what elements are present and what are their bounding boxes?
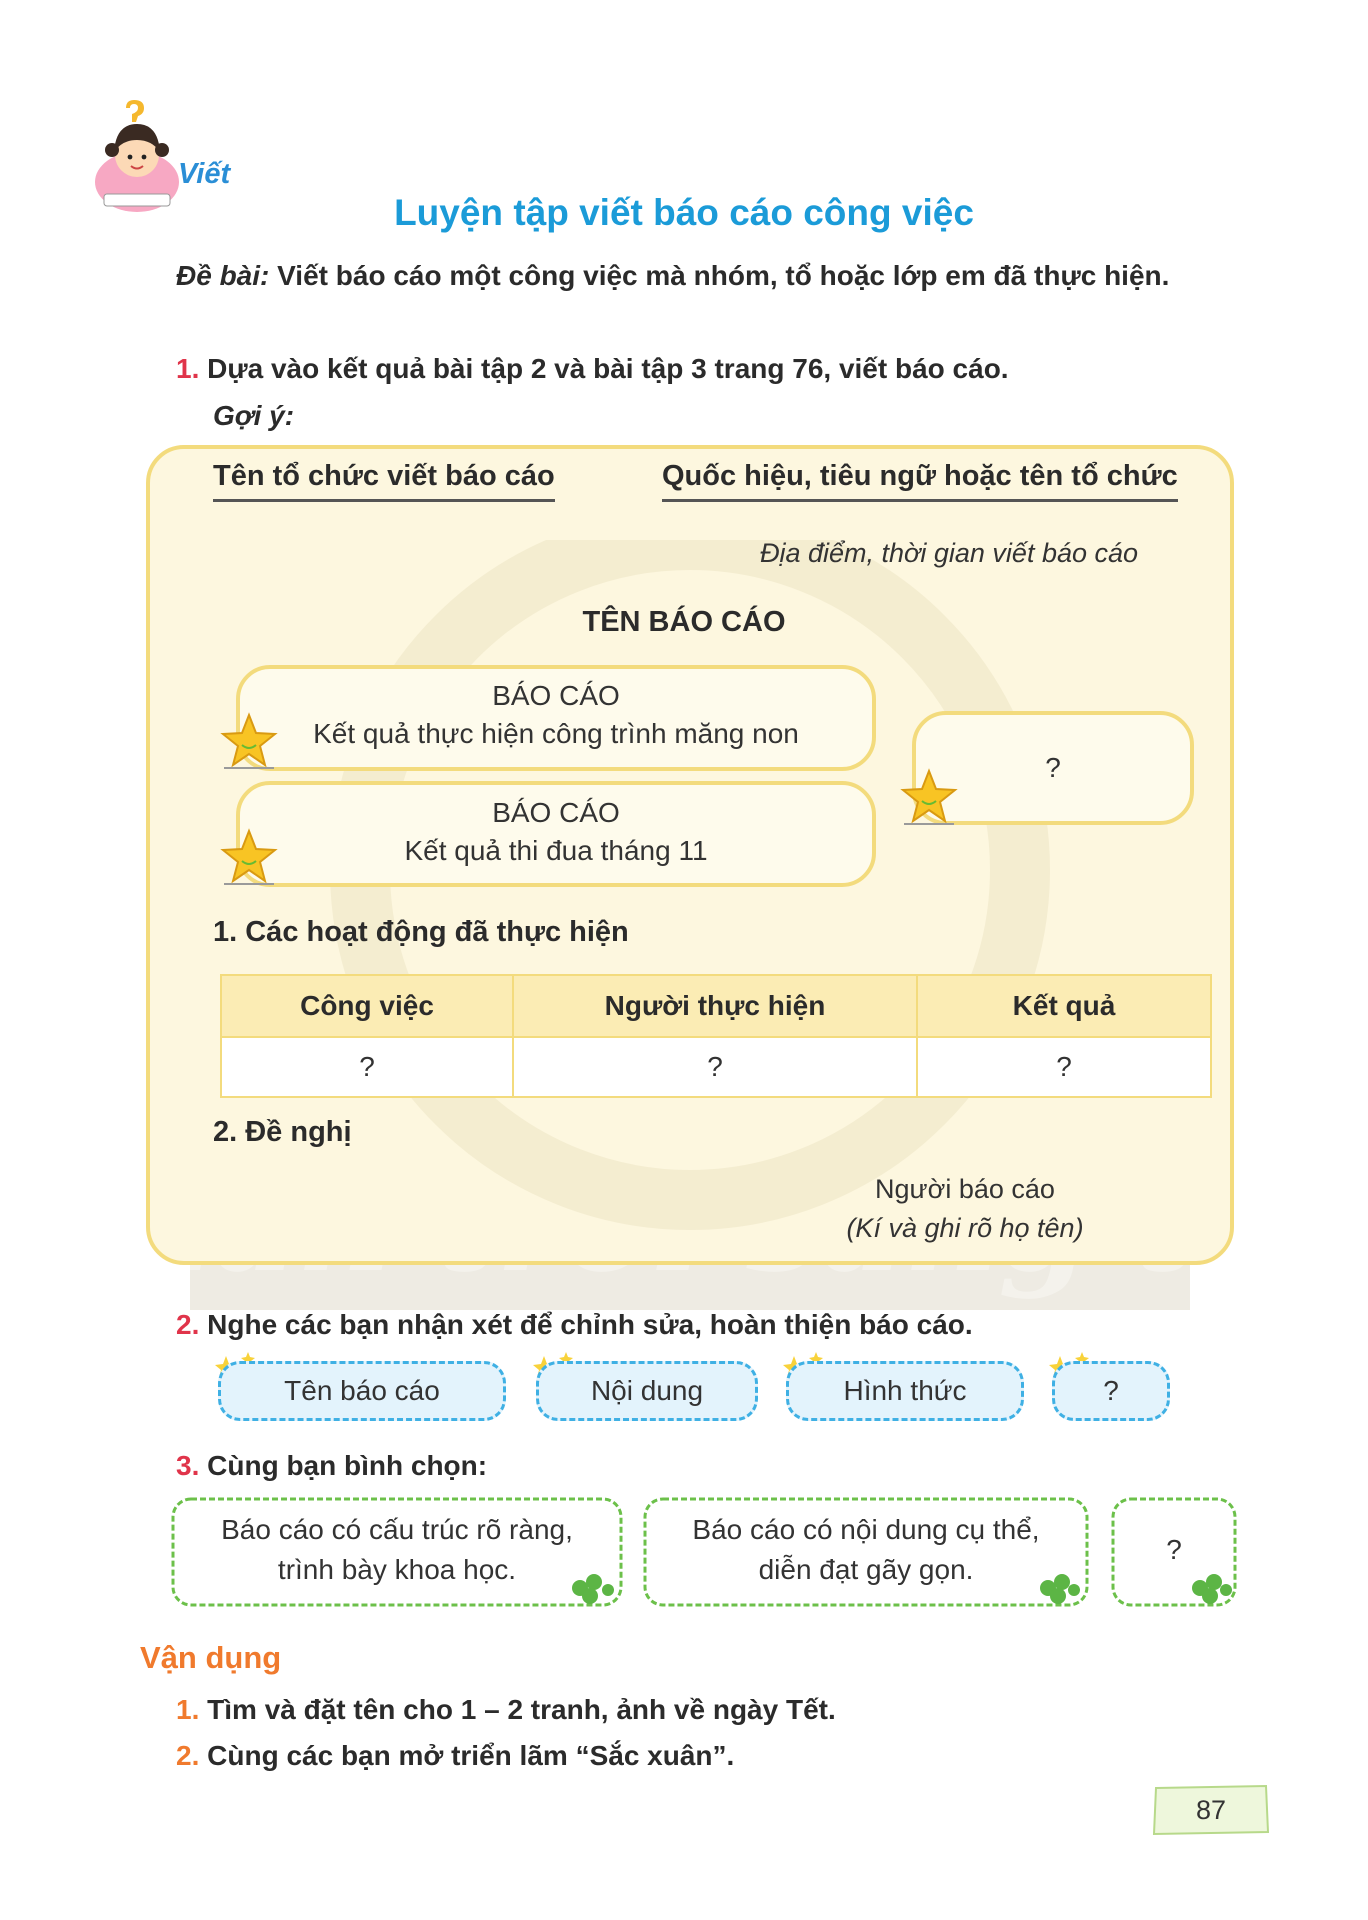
- table-cell: ?: [221, 1037, 513, 1097]
- org-name-line: Tên tổ chức viết báo cáo: [213, 460, 555, 502]
- report-title-example-2: [236, 781, 876, 887]
- activities-table: [220, 974, 1212, 1098]
- section-label: Viết: [178, 158, 231, 190]
- task-1-text: Dựa vào kết quả bài tập 2 và bài tập 3 trang 76, viết báo cáo.: [199, 353, 1009, 384]
- table-header-row: [221, 975, 1211, 1037]
- assignment-paragraph: [176, 256, 1216, 296]
- motto-line: Quốc hiệu, tiêu ngữ hoặc tên tổ chức: [662, 460, 1178, 502]
- criterion-tag-other: ?: [1052, 1361, 1170, 1421]
- example-2-line-2: Kết quả thi đua tháng 11: [404, 835, 708, 866]
- task-2-text: Nghe các bạn nhận xét để chỉnh sửa, hoàn thiện báo cáo.: [199, 1309, 973, 1340]
- task-3-number: 3.: [176, 1450, 200, 1481]
- task-2-number: 2.: [176, 1309, 200, 1340]
- task-1-number: 1.: [176, 353, 200, 384]
- vote-2-line-2: diễn đạt gãy gọn.: [758, 1554, 974, 1585]
- task-3-text: Cùng bạn bình chọn:: [199, 1450, 488, 1481]
- application-item-1-number: 1.: [176, 1694, 200, 1725]
- task-2: [176, 1305, 973, 1345]
- criterion-tag-content: Nội dung: [536, 1361, 758, 1421]
- vote-option-3: [1110, 1496, 1238, 1608]
- hint-label: Gợi ý:: [213, 400, 295, 431]
- vote-1-line-1: Báo cáo có cấu trúc rõ ràng,: [221, 1514, 573, 1545]
- assignment-text: Viết báo cáo một công việc mà nhóm, tổ hoặc lớp em đã thực hiện.: [269, 260, 1170, 291]
- application-item-1: [176, 1690, 836, 1730]
- vote-2-line-1: Báo cáo có nội dung cụ thể,: [692, 1514, 1040, 1545]
- proposals-heading: 2. Đề nghị: [213, 1116, 352, 1148]
- example-1-line-2: Kết quả thực hiện công trình măng non: [313, 718, 799, 749]
- activities-heading: 1. Các hoạt động đã thực hiện: [213, 916, 629, 948]
- reporter-signature: [800, 1170, 1130, 1248]
- place-time-line: Địa điểm, thời gian viết báo cáo: [760, 538, 1139, 568]
- criterion-tag-form: Hình thức: [786, 1361, 1024, 1421]
- application-item-2: [176, 1736, 734, 1776]
- vote-1-line-2: trình bày khoa học.: [277, 1554, 517, 1585]
- example-2-line-1: BÁO CÁO: [492, 797, 620, 828]
- table-cell: ?: [917, 1037, 1211, 1097]
- criterion-tag-title: Tên báo cáo: [218, 1361, 506, 1421]
- application-item-2-number: 2.: [176, 1740, 200, 1771]
- application-heading: Vận dụng: [140, 1640, 282, 1675]
- page-title: Luyện tập viết báo cáo công việc: [394, 192, 974, 233]
- star-icon: [220, 828, 278, 886]
- application-item-1-text: Tìm và đặt tên cho 1 – 2 tranh, ảnh về ngày Tết.: [199, 1694, 836, 1725]
- vote-option-1: [170, 1496, 624, 1608]
- report-title-example-1: [236, 665, 876, 771]
- table-header-cell: Người thực hiện: [513, 975, 917, 1037]
- star-icon: [220, 712, 278, 770]
- example-1-line-1: BÁO CÁO: [492, 680, 620, 711]
- task-1: [176, 349, 1009, 389]
- star-icon: [900, 768, 958, 826]
- assignment-label: Đề bài:: [176, 260, 270, 291]
- page-number: 87: [1195, 1795, 1227, 1825]
- reporter-label: Người báo cáo: [875, 1174, 1055, 1204]
- vote-3-text: ?: [1166, 1534, 1182, 1565]
- table-header-cell: Công việc: [221, 975, 513, 1037]
- example-3-text: ?: [1045, 752, 1061, 783]
- task-3: [176, 1446, 487, 1486]
- application-item-2-text: Cùng các bạn mở triển lãm “Sắc xuân”.: [199, 1740, 735, 1771]
- table-cell: ?: [513, 1037, 917, 1097]
- table-header-cell: Kết quả: [917, 975, 1211, 1037]
- report-title-heading: TÊN BÁO CÁO: [582, 606, 786, 638]
- vote-option-2: [642, 1496, 1090, 1608]
- reporter-note: (Kí và ghi rõ họ tên): [846, 1213, 1084, 1243]
- table-row: [221, 1037, 1211, 1097]
